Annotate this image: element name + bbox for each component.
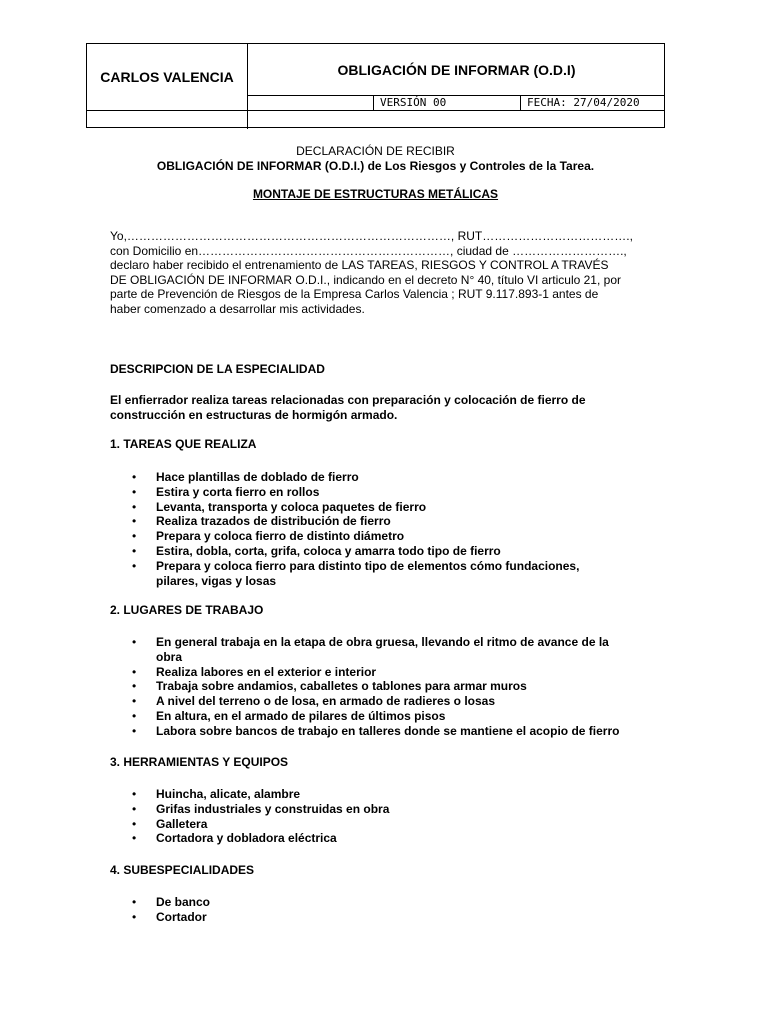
list-item: • En general trabaja en la etapa de obra gruesa, llevando el ritmo de avance de la obra	[132, 635, 609, 664]
declaration-heading: DECLARACIÓN DE RECIBIR	[296, 144, 455, 158]
declaration-line: declaro haber recibido el entrenamiento de LAS TAREAS, RIESGOS Y CONTROL A TRAVÉS	[110, 258, 609, 273]
bullet-icon: •	[132, 635, 137, 649]
list-item: • Cortadora y dobladora eléctrica	[132, 831, 337, 846]
header-empty-cell	[248, 96, 374, 111]
list-item: • Realiza labores en el exterior e interior	[132, 664, 377, 679]
section-heading: 1. TAREAS QUE REALIZA	[110, 437, 257, 451]
declaration-line: parte de Prevención de Riesgos de la Empresa Carlos Valencia ; RUT 9.117.893-1 antes de	[110, 287, 599, 302]
bullet-list	[110, 895, 650, 925]
company-name: CARLOS VALENCIA	[87, 44, 248, 111]
list-item: • Huincha, alicate, alambre	[132, 787, 301, 801]
bullet-icon: •	[132, 664, 137, 679]
list-item: • Prepara y coloca fierro de distinto diámetro	[132, 529, 405, 544]
bullet-icon: •	[132, 543, 137, 558]
declaration-line: haber comenzado a desarrollar mis actividades.	[110, 301, 365, 316]
description-heading: DESCRIPCION DE LA ESPECIALIDAD	[110, 362, 325, 376]
section-heading: 4. SUBESPECIALIDADES	[110, 863, 255, 877]
declaration-line: con Domicilio en………………………………………………………, ciudad de ……………………….,	[110, 243, 627, 258]
bullet-icon: •	[132, 723, 137, 738]
bullet-icon: •	[132, 679, 137, 694]
list-item: • Trabaja sobre andamios, caballetes o tablones para armar muros	[132, 679, 527, 694]
version-cell: VERSIÓN 00	[374, 96, 521, 111]
declaration-subheading: OBLIGACIÓN DE INFORMAR (O.D.I.) de Los Riesgos y Controles de la Tarea.	[156, 159, 595, 173]
bullet-icon: •	[132, 831, 137, 846]
bullet-icon: •	[132, 558, 137, 573]
bullet-list	[110, 635, 650, 739]
declaration-line: Yo,………………………………………………………………………, RUT……………………………….,	[110, 229, 633, 243]
section-heading: 3. HERRAMIENTAS Y EQUIPOS	[110, 755, 289, 769]
bullet-icon: •	[132, 514, 137, 529]
list-item: • Grifas industriales y construidas en obra	[132, 801, 390, 816]
list-item: • Prepara y coloca fierro para distinto tipo de elementos cómo fundaciones, pilares, vigas y losas	[132, 558, 580, 588]
header-table	[86, 43, 665, 128]
bullet-icon: •	[132, 499, 137, 514]
bullet-icon: •	[132, 694, 137, 709]
list-item: • Realiza trazados de distribución de fierro	[132, 514, 391, 529]
header-blank-cell	[87, 111, 248, 129]
topic-title: MONTAJE DE ESTRUCTURAS METÁLICAS	[252, 187, 499, 201]
list-item: • Cortador	[132, 909, 207, 924]
bullet-icon: •	[132, 816, 137, 831]
list-item: • Hace plantillas de doblado de fierro	[132, 470, 359, 484]
declaration-line: DE OBLIGACIÓN DE INFORMAR O.D.I., indicando en el decreto N° 40, título VI articulo 21, por	[110, 272, 621, 287]
bullet-icon: •	[132, 909, 137, 924]
description-text: El enfierrador realiza tareas relacionadas con preparación y colocación de fierro de construcción en estructuras de hormigón armado.	[110, 393, 586, 422]
bullet-icon: •	[132, 529, 137, 544]
declaration-text	[110, 229, 658, 317]
bullet-icon: •	[132, 484, 137, 499]
list-item: • A nivel del terreno o de losa, en armado de radieres o losas	[132, 694, 496, 709]
list-item: • Estira, dobla, corta, grifa, coloca y amarra todo tipo de fierro	[132, 543, 501, 558]
list-item: • Galletera	[132, 816, 208, 831]
bullet-icon: •	[132, 895, 137, 909]
date-cell: FECHA: 27/04/2020	[521, 96, 665, 111]
document-title: OBLIGACIÓN DE INFORMAR (O.D.I)	[248, 44, 665, 96]
list-item: • De banco	[132, 895, 211, 909]
section-heading: 2. LUGARES DE TRABAJO	[110, 603, 264, 617]
bullet-icon: •	[132, 470, 137, 484]
list-item: • Levanta, transporta y coloca paquetes de fierro	[132, 499, 427, 514]
bullet-icon: •	[132, 787, 137, 801]
bullet-icon: •	[132, 708, 137, 723]
bullet-list	[110, 470, 650, 588]
list-item: • Labora sobre bancos de trabajo en talleres donde se mantiene el acopio de fierro	[132, 723, 620, 738]
bullet-list	[110, 787, 650, 846]
header-blank-cell	[248, 111, 665, 129]
list-item: • Estira y corta fierro en rollos	[132, 484, 320, 499]
bullet-icon: •	[132, 801, 137, 816]
list-item: • En altura, en el armado de pilares de últimos pisos	[132, 708, 446, 723]
